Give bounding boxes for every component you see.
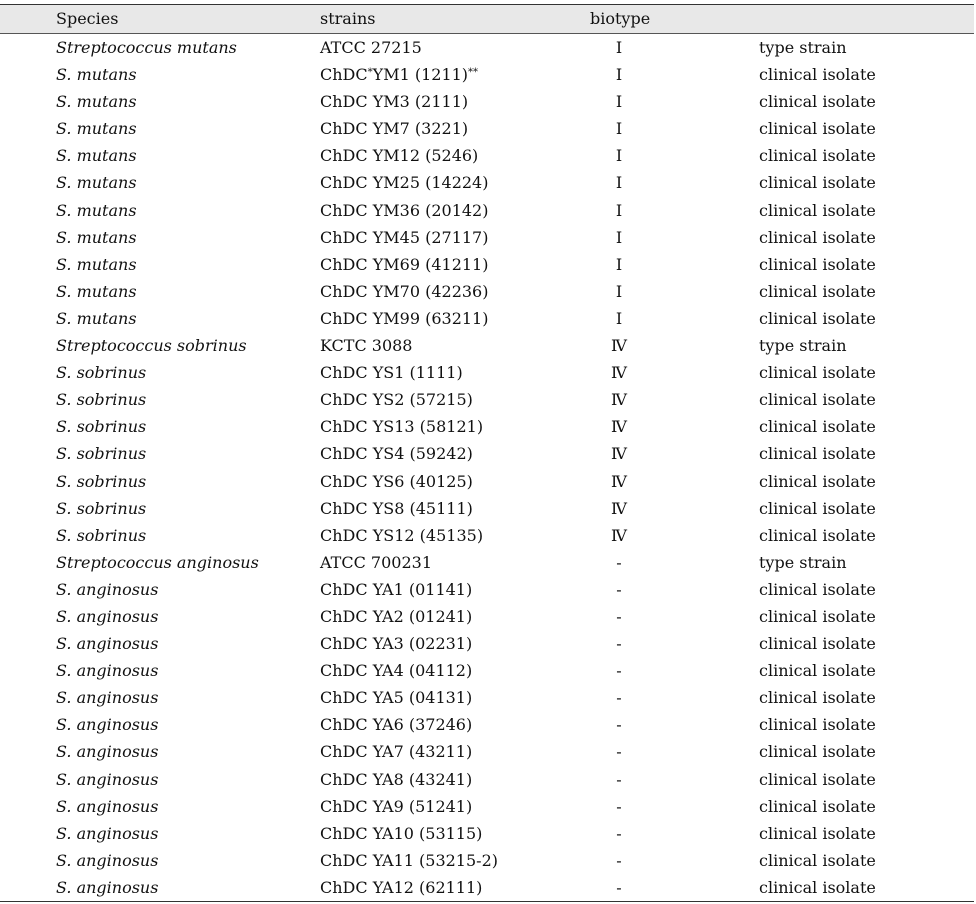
table-row bbox=[0, 251, 974, 278]
table-row bbox=[0, 115, 974, 142]
species-cell: S. mutans bbox=[56, 308, 137, 328]
biotype-cell: - bbox=[616, 796, 622, 816]
table-row bbox=[0, 413, 974, 440]
strain-cell: ChDC YM45 (27117) bbox=[320, 227, 489, 247]
note-cell: clinical isolate bbox=[759, 281, 876, 301]
strain-cell: ChDC YM7 (3221) bbox=[320, 119, 469, 139]
note-cell: clinical isolate bbox=[759, 417, 876, 437]
table-header bbox=[0, 4, 974, 34]
strain-cell: ChDC YA10 (53115) bbox=[320, 823, 483, 843]
note-cell: clinical isolate bbox=[759, 173, 876, 193]
biotype-cell: Ⅰ bbox=[615, 38, 623, 57]
species-cell: S. mutans bbox=[56, 173, 137, 193]
biotype-cell: - bbox=[616, 606, 622, 626]
strain-cell: ChDC YM12 (5246) bbox=[320, 146, 479, 166]
species-cell: S. mutans bbox=[56, 227, 137, 247]
note-cell: clinical isolate bbox=[759, 661, 876, 681]
table-bottom-rule bbox=[0, 901, 974, 902]
species-cell: S. mutans bbox=[56, 200, 137, 220]
note-cell: clinical isolate bbox=[759, 742, 876, 762]
strain-cell: ChDC YA12 (62111) bbox=[320, 877, 483, 897]
biotype-cell: Ⅰ bbox=[615, 200, 623, 220]
strain-cell: ChDC YM25 (14224) bbox=[320, 173, 489, 193]
table-row bbox=[0, 874, 974, 901]
table-row bbox=[0, 576, 974, 603]
species-cell: Streptococcus anginosus bbox=[56, 552, 259, 572]
strains-table bbox=[0, 4, 974, 901]
strain-cell: ChDC YM69 (41211) bbox=[320, 254, 489, 274]
species-cell: S. anginosus bbox=[56, 606, 159, 626]
species-cell: S. mutans bbox=[56, 119, 137, 139]
table-row bbox=[0, 34, 974, 61]
table-row bbox=[0, 278, 974, 305]
biotype-cell: Ⅳ bbox=[611, 444, 627, 464]
strain-cell: KCTC 3088 bbox=[320, 336, 413, 356]
table-row bbox=[0, 630, 974, 657]
biotype-cell: Ⅰ bbox=[615, 308, 623, 328]
note-cell: clinical isolate bbox=[759, 525, 876, 545]
strain-cell: ChDC YS6 (40125) bbox=[320, 471, 473, 491]
species-cell: S. anginosus bbox=[56, 688, 159, 708]
strain-cell bbox=[320, 61, 478, 88]
note-cell: clinical isolate bbox=[759, 471, 876, 491]
strain-cell: ChDC YS13 (58121) bbox=[320, 417, 484, 437]
biotype-cell: Ⅳ bbox=[611, 525, 627, 545]
table-row bbox=[0, 766, 974, 793]
table-row bbox=[0, 684, 974, 711]
species-cell: S. anginosus bbox=[56, 579, 159, 599]
table-row bbox=[0, 549, 974, 576]
strain-cell: ChDC YA1 (01141) bbox=[320, 579, 473, 599]
strain-cell: ChDC YS12 (45135) bbox=[320, 525, 484, 545]
note-cell: clinical isolate bbox=[759, 877, 876, 897]
table-row bbox=[0, 305, 974, 332]
table-row bbox=[0, 197, 974, 224]
species-cell: S. mutans bbox=[56, 281, 137, 301]
strain-cell: ChDC YM3 (2111) bbox=[320, 92, 469, 112]
biotype-cell: Ⅰ bbox=[615, 65, 623, 85]
biotype-cell: - bbox=[616, 850, 622, 870]
biotype-cell: Ⅳ bbox=[611, 498, 627, 518]
table-row bbox=[0, 820, 974, 847]
species-cell: S. anginosus bbox=[56, 742, 159, 762]
table-row bbox=[0, 440, 974, 467]
table-row bbox=[0, 711, 974, 738]
species-cell: S. anginosus bbox=[56, 715, 159, 735]
note-cell: clinical isolate bbox=[759, 444, 876, 464]
species-cell: S. sobrinus bbox=[56, 444, 147, 464]
note-cell: clinical isolate bbox=[759, 65, 876, 85]
biotype-cell: Ⅰ bbox=[615, 119, 623, 139]
biotype-cell: Ⅰ bbox=[615, 146, 623, 166]
biotype-cell: - bbox=[616, 715, 622, 735]
table-row bbox=[0, 359, 974, 386]
table-row bbox=[0, 386, 974, 413]
species-cell: S. sobrinus bbox=[56, 363, 147, 383]
species-cell: S. mutans bbox=[56, 65, 137, 85]
note-cell: clinical isolate bbox=[759, 850, 876, 870]
biotype-cell: - bbox=[616, 688, 622, 708]
species-cell: Streptococcus sobrinus bbox=[56, 336, 247, 356]
table-row bbox=[0, 738, 974, 765]
note-cell: type strain bbox=[759, 552, 847, 572]
header-species: Species bbox=[56, 9, 119, 28]
strain-cell: ChDC YA9 (51241) bbox=[320, 796, 473, 816]
table-body bbox=[0, 34, 974, 901]
table-row bbox=[0, 224, 974, 251]
biotype-cell: Ⅳ bbox=[611, 417, 627, 437]
table-row bbox=[0, 88, 974, 115]
species-cell: S. anginosus bbox=[56, 769, 159, 789]
table-row bbox=[0, 603, 974, 630]
species-cell: S. anginosus bbox=[56, 877, 159, 897]
species-cell: S. sobrinus bbox=[56, 417, 147, 437]
biotype-cell: - bbox=[616, 769, 622, 789]
strain-cell: ChDC YM70 (42236) bbox=[320, 281, 489, 301]
strain-cell: ChDC YA5 (04131) bbox=[320, 688, 473, 708]
note-cell: clinical isolate bbox=[759, 823, 876, 843]
note-cell: clinical isolate bbox=[759, 254, 876, 274]
note-cell: clinical isolate bbox=[759, 308, 876, 328]
biotype-cell: Ⅰ bbox=[615, 281, 623, 301]
species-cell: S. sobrinus bbox=[56, 471, 147, 491]
strain-cell: ChDC YA2 (01241) bbox=[320, 606, 473, 626]
note-cell: clinical isolate bbox=[759, 579, 876, 599]
biotype-cell: - bbox=[616, 552, 622, 572]
table-row bbox=[0, 169, 974, 196]
table-row bbox=[0, 61, 974, 88]
strain-cell: ChDC YA7 (43211) bbox=[320, 742, 473, 762]
table-row bbox=[0, 495, 974, 522]
strain-cell: ChDC YA4 (04112) bbox=[320, 661, 473, 681]
note-cell: clinical isolate bbox=[759, 688, 876, 708]
footnote-marker: * bbox=[367, 67, 373, 79]
strain-cell: ChDC YM99 (63211) bbox=[320, 308, 489, 328]
biotype-cell: Ⅰ bbox=[615, 254, 623, 274]
biotype-cell: Ⅰ bbox=[615, 227, 623, 247]
strain-cell: ATCC 27215 bbox=[320, 38, 422, 57]
strain-cell: ATCC 700231 bbox=[320, 552, 432, 572]
table-row bbox=[0, 793, 974, 820]
species-cell: S. mutans bbox=[56, 92, 137, 112]
table-row bbox=[0, 847, 974, 874]
note-cell: clinical isolate bbox=[759, 200, 876, 220]
strain-cell: ChDC YA11 (53215-2) bbox=[320, 850, 498, 870]
note-cell: clinical isolate bbox=[759, 119, 876, 139]
footnote-marker: ** bbox=[468, 67, 479, 79]
biotype-cell: Ⅳ bbox=[611, 363, 627, 383]
biotype-cell: - bbox=[616, 823, 622, 843]
biotype-cell: Ⅳ bbox=[611, 471, 627, 491]
species-cell: S. sobrinus bbox=[56, 390, 147, 410]
strain-cell: ChDC YS1 (1111) bbox=[320, 363, 463, 383]
note-cell: clinical isolate bbox=[759, 715, 876, 735]
species-cell: S. anginosus bbox=[56, 796, 159, 816]
table-row bbox=[0, 142, 974, 169]
biotype-cell: - bbox=[616, 661, 622, 681]
species-cell: Streptococcus mutans bbox=[56, 38, 237, 57]
species-cell: S. sobrinus bbox=[56, 525, 147, 545]
table-row bbox=[0, 332, 974, 359]
table-row bbox=[0, 657, 974, 684]
species-cell: S. anginosus bbox=[56, 823, 159, 843]
biotype-cell: Ⅰ bbox=[615, 173, 623, 193]
biotype-cell: Ⅳ bbox=[611, 390, 627, 410]
biotype-cell: - bbox=[616, 634, 622, 654]
note-cell: type strain bbox=[759, 336, 847, 356]
species-cell: S. mutans bbox=[56, 146, 137, 166]
biotype-cell: Ⅳ bbox=[611, 336, 627, 356]
note-cell: clinical isolate bbox=[759, 363, 876, 383]
header-strains: strains bbox=[320, 9, 376, 28]
strain-cell: ChDC YA8 (43241) bbox=[320, 769, 473, 789]
biotype-cell: - bbox=[616, 877, 622, 897]
strain-cell: ChDC YM36 (20142) bbox=[320, 200, 489, 220]
note-cell: clinical isolate bbox=[759, 390, 876, 410]
biotype-cell: Ⅰ bbox=[615, 92, 623, 112]
strain-cell: ChDC YS8 (45111) bbox=[320, 498, 473, 518]
biotype-cell: - bbox=[616, 742, 622, 762]
note-cell: clinical isolate bbox=[759, 146, 876, 166]
strain-cell: ChDC YA3 (02231) bbox=[320, 634, 473, 654]
note-cell: type strain bbox=[759, 38, 847, 57]
note-cell: clinical isolate bbox=[759, 92, 876, 112]
strain-cell: ChDC YA6 (37246) bbox=[320, 715, 473, 735]
table-row bbox=[0, 468, 974, 495]
note-cell: clinical isolate bbox=[759, 606, 876, 626]
strain-id: YM1 (1211) bbox=[372, 65, 469, 85]
species-cell: S. sobrinus bbox=[56, 498, 147, 518]
note-cell: clinical isolate bbox=[759, 634, 876, 654]
note-cell: clinical isolate bbox=[759, 769, 876, 789]
table-row bbox=[0, 522, 974, 549]
note-cell: clinical isolate bbox=[759, 227, 876, 247]
species-cell: S. anginosus bbox=[56, 850, 159, 870]
strain-cell: ChDC YS4 (59242) bbox=[320, 444, 473, 464]
header-biotype: biotype bbox=[590, 9, 651, 28]
strain-cell: ChDC YS2 (57215) bbox=[320, 390, 473, 410]
species-cell: S. anginosus bbox=[56, 661, 159, 681]
note-cell: clinical isolate bbox=[759, 796, 876, 816]
note-cell: clinical isolate bbox=[759, 498, 876, 518]
biotype-cell: - bbox=[616, 579, 622, 599]
species-cell: S. anginosus bbox=[56, 634, 159, 654]
species-cell: S. mutans bbox=[56, 254, 137, 274]
strain-prefix: ChDC bbox=[320, 65, 368, 85]
